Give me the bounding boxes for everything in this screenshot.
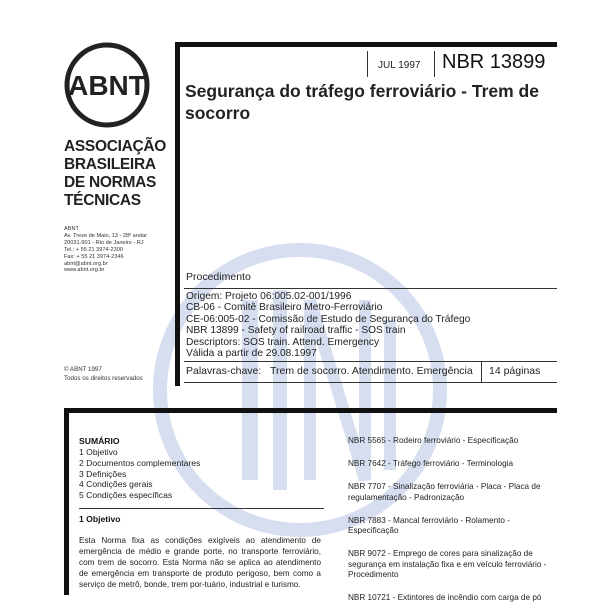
header-divider [434,51,435,77]
summary-item: 3 Definições [79,468,127,479]
summary-item: 2 Documentos complementares [79,457,201,468]
reference-item: NBR 9072 - Emprego de cores para sinalização de segurança em instalação fixa e em veículo ferroviário - Procedimento [348,549,547,580]
publication-date: JUL 1997 [378,60,421,71]
header-divider [367,51,368,77]
standard-code: NBR 13899 [442,51,546,73]
reference-item: NBR 10721 - Extintores de incêndio com carga de pó [348,593,542,603]
abnt-logo [62,40,152,130]
frame-bar-vertical-bottom [64,408,69,595]
reference-item: NBR 5565 - Rodeiro ferroviário - Especificação [348,436,519,445]
summary-heading: SUMÁRIO [79,436,120,446]
organization-name: ASSOCIAÇÃO BRASILEIRA DE NORMAS TÉCNICAS [64,138,167,209]
summary-item: 5 Condições específicas [79,490,173,501]
summary-list [79,447,200,501]
reference-item: NBR 7642 - Tráfego ferroviário - Terminologia [348,458,514,468]
section-body: Esta Norma fixa as condições exigíveis ao atendimento de emergência de médio e grande porte, no transporte ferroviário, com trem de socorro. Esta Norma não se aplica ao atendimento de emergência em transporte de produto perigoso, bem como a serviço de metrô, bonde, trem por-tuário, industrial e turismo. [79,536,321,589]
document-title: Segurança do tráfego ferroviário - Trem de socorro [185,81,539,123]
keywords-label: Palavras-chave: [186,365,262,377]
page-count: 14 páginas [489,365,541,377]
origin-block: Origem: Projeto 06:005.02-001/1996 CB-06 - Comitê Brasileiro Metro-Ferroviário CE-06:005-02 - Comissão de Estudo de Segurança do Tráfego NBR 13899 - Safety of railroad traffic - SOS train Descriptors: SOS train. Attend. Emergency Válida a partir de 29.08.1997 [186,291,471,360]
section-heading: 1 Objetivo [79,514,121,524]
keywords-divider-top [184,361,557,362]
frame-bar-vertical-top [175,42,180,386]
organization-address: ABNT Av. Treze de Maio, 13 - 28º andar 20031-901 - Rio de Janeiro - RJ Tel.: + 55 21 3974-2300 Fax: + 55 21 3974-2346 abnt@abnt.org.br www.abnt.org.br [64,226,147,274]
frame-bar-horizontal-top [175,42,557,47]
frame-bar-horizontal-bottom [64,408,557,413]
meta-divider [184,288,557,289]
keywords-divider [481,362,482,382]
summary-item: 1 Objetivo [79,447,118,457]
summary-divider [79,508,324,509]
reference-item: NBR 7707 - Sinalização ferroviária - Placa - Placa de regulamentação - Padronização [348,481,541,502]
document-type: Procedimento [186,271,251,283]
keywords-divider-bottom [184,382,557,383]
reference-item: NBR 7883 - Mancal ferroviário - Rolamento - Especificação [348,515,510,536]
copyright-notice: © ABNT 1997 Todos os direitos reservados [64,366,143,382]
logo-text: ABNT [68,70,146,101]
summary-item: 4 Condições gerais [79,479,153,490]
references-list [348,436,558,616]
keywords-value: Trem de socorro. Atendimento. Emergência [270,365,473,377]
